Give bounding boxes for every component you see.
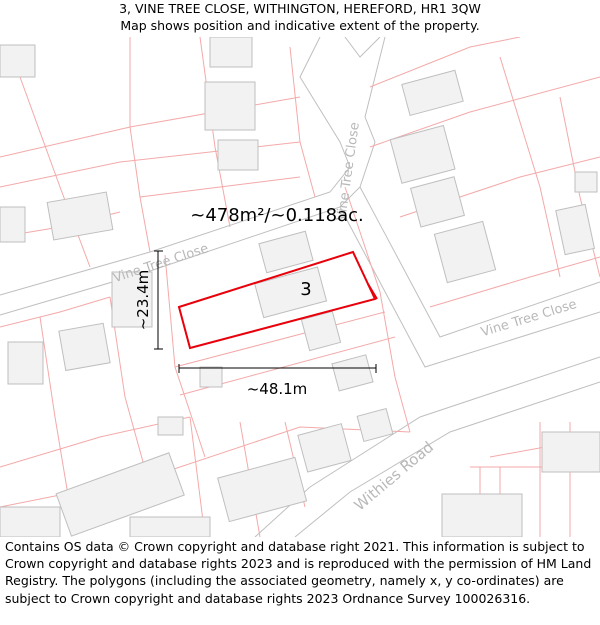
map-caption: Map shows position and indicative extent of the property. [120, 18, 480, 33]
building [298, 424, 351, 472]
road-label-vine-tree-close-north: Vine Tree Close [334, 121, 363, 222]
building [255, 267, 327, 318]
parcel-line [130, 37, 150, 252]
parcel-line [0, 297, 110, 327]
building [542, 432, 600, 472]
page-header [0, 0, 600, 36]
building [390, 126, 455, 184]
building [200, 367, 222, 387]
building [158, 417, 183, 435]
building [205, 82, 255, 130]
copyright-notice: Contains OS data © Crown copyright and database right 2021. This information is subject to Crown copyright and database rights 2023 and is reproduced with the permission of HM Land Registry. The polygons (including the associated geometry, namely x, y co-ordinates) are subject to Crown copyright and database rights 2023 Ordnance Survey 100026316. [5, 539, 592, 606]
property-address: 3, VINE TREE CLOSE, WITHINGTON, HEREFORD, HR1 3QW [119, 1, 481, 16]
building [411, 177, 465, 227]
building [434, 221, 495, 282]
area-label: ~478m²/~0.118ac. [190, 205, 364, 226]
map-view[interactable] [0, 37, 600, 537]
height-dimension-label: ~23.4m [134, 269, 152, 331]
building [47, 192, 113, 240]
road-label-withies-road: Withies Road [350, 437, 437, 515]
building [218, 457, 307, 521]
plot-number: 3 [300, 279, 312, 300]
building [556, 204, 595, 254]
building [402, 70, 463, 115]
parcel-line [290, 47, 315, 197]
parcel-line [140, 177, 300, 197]
building [442, 494, 522, 537]
building [8, 342, 43, 384]
road-edge [0, 37, 385, 315]
road-label-vine-tree-close-west: Vine Tree Close [111, 241, 211, 287]
road-edge [345, 37, 380, 57]
property-boundary-tick [368, 284, 377, 299]
road-label-vine-tree-close-east: Vine Tree Close [479, 296, 579, 341]
building [0, 207, 25, 242]
building [357, 409, 393, 442]
building [218, 140, 258, 170]
building [575, 172, 597, 192]
width-dimension-label: ~48.1m [246, 380, 308, 398]
building [210, 37, 252, 67]
building [0, 507, 60, 537]
building [0, 45, 35, 77]
building [130, 517, 210, 537]
building [332, 355, 373, 391]
building [59, 323, 110, 370]
